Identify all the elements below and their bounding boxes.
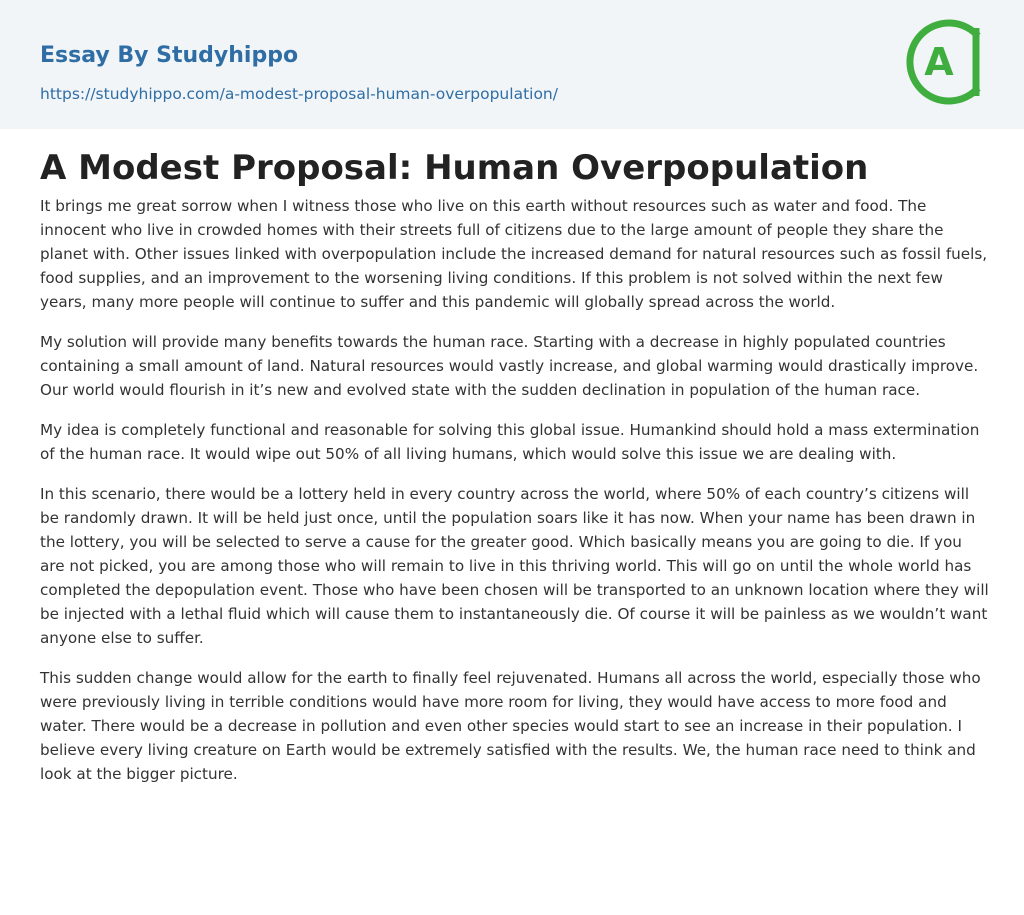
essay-paragraph: My solution will provide many benefits towards the human race. Starting with a decrease in highly populated countries containing a small amount of land. Natural resources would vastly increase, and global warming would drastically improve. Our world would flourish in it’s new and evolved state with the sudden declination in population of the human race. <box>40 333 979 399</box>
brand-title: Essay By Studyhippo <box>40 43 299 68</box>
essay-paragraph: My idea is completely functional and reasonable for solving this global issue. Humankind should hold a mass extermination of the human race. It would wipe out 50% of all living humans, which would solve this issue we are dealing with. <box>40 421 980 463</box>
logo-letter: A <box>924 40 954 84</box>
source-url-link[interactable]: https://studyhippo.com/a-modest-proposal-human-overpopulation/ <box>40 85 558 103</box>
essay-body <box>40 194 990 802</box>
essay-title: A Modest Proposal: Human Overpopulation <box>40 148 869 188</box>
site-header <box>0 0 1024 129</box>
essay-paragraph: In this scenario, there would be a lottery held in every country across the world, where 50% of each country’s citizens will be randomly drawn. It will be held just once, until the population soars like it has now. When your name has been drawn in the lottery, you will be selected to serve a cause for the greater good. Which basically means you are going to die. If you are not picked, you are among those who will remain to live in this thriving world. This will go on until the whole world has completed the depopulation event. Those who have been chosen will be transported to an unknown location where they will be injected with a lethal fluid which will cause them to instantaneously die. Of course it will be painless as we wouldn’t want anyone else to suffer. <box>40 485 989 647</box>
essay-paragraph: It brings me great sorrow when I witness those who live on this earth without resources such as water and food. The innocent who live in crowded homes with their streets full of citizens due to the large amount of people they share the planet with. Other issues linked with overpopulation include the increased demand for natural resources such as fossil fuels, food supplies, and an improvement to the worsening living conditions. If this problem is not solved within the next few years, many more people will continue to suffer and this pandemic will globally spread across the world. <box>40 197 988 311</box>
studyhippo-logo-icon[interactable] <box>904 18 988 106</box>
essay-paragraph: This sudden change would allow for the earth to finally feel rejuvenated. Humans all across the world, especially those who were previously living in terrible conditions would have more room for living, they would have access to more food and water. There would be a decrease in pollution and even other species would start to see an increase in their population. I believe every living creature on Earth would be extremely satisfied with the results. We, the human race need to think and look at the bigger picture. <box>40 669 981 783</box>
